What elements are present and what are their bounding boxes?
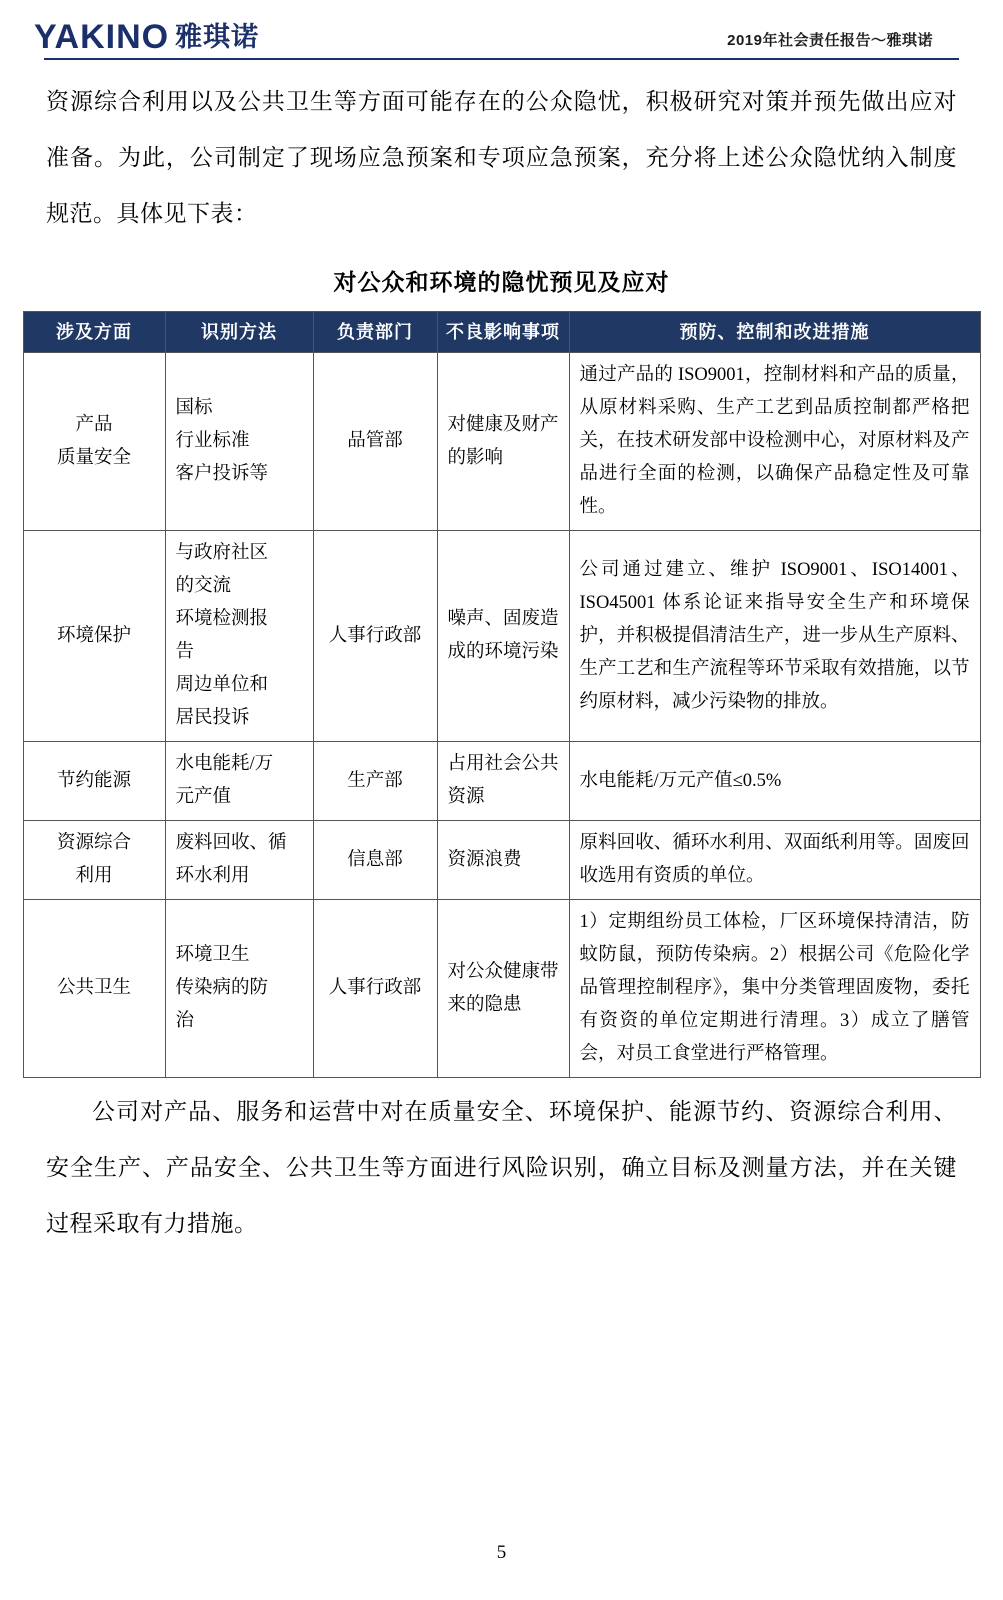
cell-line: 成的环境污染 [447, 642, 559, 662]
cell-aspect [23, 821, 165, 900]
logo-chinese-text: 雅琪诺 [175, 21, 260, 52]
cell-method [165, 353, 313, 531]
cell-line: 治 [175, 1011, 195, 1031]
cell-impact [437, 900, 569, 1078]
table-row [23, 742, 980, 821]
cell-aspect [23, 531, 165, 742]
cell-method [165, 742, 313, 821]
header-divider [44, 58, 959, 60]
page-header [22, 0, 981, 60]
closing-paragraph: 公司对产品、服务和运营中对在质量安全、环境保护、能源节约、资源综合利用、安全生产、产品安全、公共卫生等方面进行风险识别，确立目标及测量方法，并在关键过程采取有力措施。 [46, 1099, 957, 1236]
cell-line: 与政府社区 [175, 543, 269, 563]
page-number: 5 [496, 1542, 507, 1563]
cell-line: 客户投诉等 [175, 464, 269, 484]
risk-table [23, 311, 981, 1078]
cell-line: 人事行政部 [328, 625, 422, 646]
cell-measures: 1）定期组纷员工体检，厂区环境保持清洁，防蚊防鼠，预防传染病。2）根据公司《危险化学品管理控制程序》，集中分类管理固废物，委托有资资的单位定期进行清理。3）成立了膳管会，对员工食堂进行严格管理。 [569, 900, 980, 1078]
cell-line: 环水利用 [175, 866, 250, 886]
cell-department [313, 900, 437, 1078]
cell-method [165, 821, 313, 900]
cell-line: 公共卫生 [56, 978, 131, 998]
cell-line: 对健康及财产 [447, 414, 559, 435]
cell-impact [437, 531, 569, 742]
cell-aspect [23, 742, 165, 821]
header-report-title: 2019年社会责任报告～雅琪诺 [727, 32, 933, 49]
intro-paragraph: 资源综合利用以及公共卫生等方面可能存在的公众隐忧，积极研究对策并预先做出应对准备。为此，公司制定了现场应急预案和专项应急预案，充分将上述公众隐忧纳入制度规范。具体见下表： [46, 89, 957, 226]
cell-line: 利用 [75, 866, 113, 886]
table-row [23, 353, 980, 531]
cell-line: 生产部 [347, 770, 403, 791]
logo-latin-text: YAKINO [34, 18, 170, 56]
column-header-method: 识别方法 [165, 312, 313, 353]
column-header-measures: 预防、控制和改进措施 [569, 312, 980, 353]
cell-measures: 水电能耗/万元产值≤0.5% [569, 742, 980, 821]
cell-line: 废料回收、循 [175, 833, 287, 853]
cell-aspect [23, 900, 165, 1078]
cell-impact [437, 821, 569, 900]
cell-line: 对公众健康带 [447, 961, 559, 982]
cell-line: 资源综合 [56, 833, 131, 853]
table-row [23, 900, 980, 1078]
cell-line: 产品 [75, 414, 113, 435]
cell-line: 周边单位和 [175, 675, 269, 695]
cell-line: 来的隐患 [447, 994, 522, 1015]
cell-aspect [23, 353, 165, 531]
table-row [23, 821, 980, 900]
company-logo [34, 20, 259, 54]
cell-line: 传染病的防 [175, 978, 269, 998]
cell-line: 国标 [175, 398, 213, 418]
cell-line: 的交流 [175, 576, 232, 596]
cell-department [313, 531, 437, 742]
cell-measures: 原料回收、循环水利用、双面纸利用等。固废回收选用有资质的单位。 [569, 821, 980, 900]
cell-line: 环境保护 [56, 625, 131, 646]
cell-line: 的影响 [447, 447, 504, 468]
cell-impact [437, 353, 569, 531]
cell-line: 环境卫生 [175, 945, 250, 965]
cell-line: 环境检测报 [175, 609, 269, 629]
cell-line: 资源 [447, 787, 485, 807]
table-row [23, 531, 980, 742]
table-title: 对公众和环境的隐忧预见及应对 [333, 270, 670, 295]
cell-line: 居民投诉 [175, 708, 250, 728]
cell-line: 占用社会公共 [447, 754, 559, 774]
cell-impact [437, 742, 569, 821]
cell-line: 告 [175, 642, 195, 662]
column-header-aspect: 涉及方面 [23, 312, 165, 353]
cell-measures: 通过产品的 ISO9001，控制材料和产品的质量，从原材料采购、生产工艺到品质控制都严格把关，在技术研发部中设检测中心，对原材料及产品进行全面的检测，以确保产品稳定性及可靠性。 [569, 353, 980, 531]
cell-line: 节约能源 [56, 770, 131, 791]
cell-line: 品管部 [347, 431, 403, 451]
cell-line: 质量安全 [56, 447, 131, 468]
column-header-impact: 不良影响事项 [437, 312, 569, 353]
cell-line: 元产值 [175, 787, 232, 807]
cell-line: 资源浪费 [447, 849, 522, 870]
cell-line: 噪声、固废造 [447, 609, 559, 629]
cell-measures: 公司通过建立、维护 ISO9001、ISO14001、ISO45001 体系论证来指导安全生产和环境保护，并积极提倡清洁生产，进一步从生产原料、生产工艺和生产流程等环节采取有效措施，以节约原材料，减少污染物的排放。 [569, 531, 980, 742]
cell-method [165, 531, 313, 742]
cell-method [165, 900, 313, 1078]
cell-line: 人事行政部 [328, 978, 422, 998]
cell-line: 行业标准 [175, 431, 250, 451]
column-header-department: 负责部门 [313, 312, 437, 353]
cell-department [313, 353, 437, 531]
cell-department [313, 742, 437, 821]
cell-department [313, 821, 437, 900]
table-header-row [23, 312, 980, 353]
cell-line: 水电能耗/万 [175, 754, 274, 774]
cell-line: 信息部 [347, 849, 403, 870]
